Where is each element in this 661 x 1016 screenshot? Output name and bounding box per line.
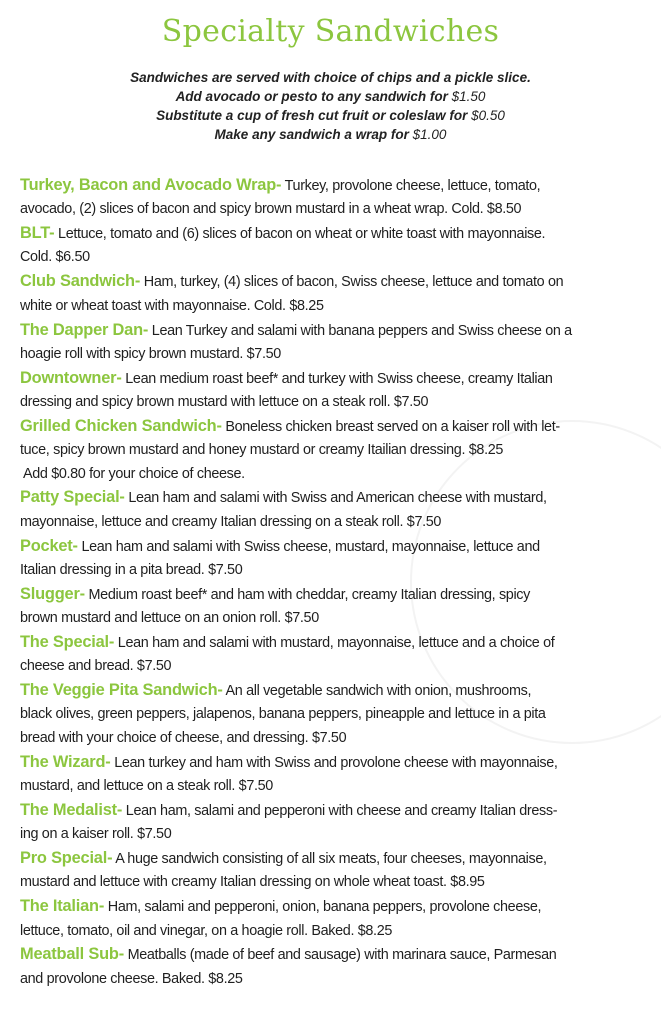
item-description: Meatballs (made of beef and sausage) with marinara sauce, Parmesan bbox=[123, 947, 557, 964]
item-name: Downtowner- bbox=[20, 368, 122, 387]
menu-item-pro-special bbox=[20, 847, 642, 895]
item-description: Lean ham and salami with mustard, mayonnaise, lettuce and a choice of bbox=[114, 634, 555, 651]
item-description: mustard, and lettuce on a steak roll. $7.50 bbox=[20, 777, 273, 794]
item-description: dressing and spicy brown mustard with lettuce on a steak roll. $7.50 bbox=[20, 394, 429, 411]
item-name: BLT- bbox=[20, 224, 55, 243]
item-description: ing on a kaiser roll. $7.50 bbox=[20, 826, 172, 843]
item-description: Ham, turkey, (4) slices of bacon, Swiss cheese, lettuce and tomato on bbox=[140, 274, 564, 291]
item-description: An all vegetable sandwich with onion, mushrooms, bbox=[222, 683, 532, 700]
item-description: hoagie roll with spicy brown mustard. $7.50 bbox=[20, 345, 281, 362]
sandwich-list bbox=[20, 174, 642, 992]
item-description: tuce, spicy brown mustard and honey mustard or creamy Itailian dressing. $8.25 bbox=[20, 442, 504, 459]
item-description: brown mustard and lettuce on an onion roll. $7.50 bbox=[20, 610, 319, 627]
item-description: cheese and bread. $7.50 bbox=[20, 658, 172, 675]
item-name: Grilled Chicken Sandwich- bbox=[20, 416, 222, 435]
item-name: The Italian- bbox=[20, 897, 105, 916]
item-description: Medium roast beef* and ham with cheddar, creamy Italian dressing, spicy bbox=[84, 586, 530, 603]
item-description: Lean ham and salami with Swiss and American cheese with mustard, bbox=[124, 490, 547, 507]
intro-line-wrap: Make any sandwich a wrap for $1.00 bbox=[214, 127, 447, 142]
item-description: Lean ham, salami and pepperoni with cheese and creamy Italian dress- bbox=[122, 802, 558, 819]
item-description: Italian dressing in a pita bread. $7.50 bbox=[20, 561, 243, 578]
item-description: Cold. $6.50 bbox=[20, 249, 90, 266]
item-name: The Medalist- bbox=[20, 800, 123, 819]
item-description: avocado, (2) slices of bacon and spicy brown mustard in a wheat wrap. Cold. $8.50 bbox=[20, 201, 522, 218]
menu-item-pocket bbox=[20, 535, 642, 583]
item-name: Club Sandwich- bbox=[20, 272, 141, 291]
menu-item-grilled-chicken-sandwich bbox=[20, 415, 642, 486]
item-name: Pocket- bbox=[20, 536, 78, 555]
item-description: Ham, salami and pepperoni, onion, banana peppers, provolone cheese, bbox=[104, 899, 542, 916]
intro-line-substitute: Substitute a cup of fresh cut fruit or coleslaw for $0.50 bbox=[156, 108, 505, 123]
item-description: Turkey, provolone cheese, lettuce, tomato, bbox=[281, 178, 541, 194]
page-title: Specialty Sandwiches bbox=[161, 14, 500, 49]
item-description: mustard and lettuce with creamy Italian dressing on whole wheat toast. $8.95 bbox=[20, 874, 485, 891]
item-note: Add $0.80 for your choice of cheese. bbox=[23, 465, 245, 482]
menu-item-turkey-bacon-avocado-wrap bbox=[20, 174, 642, 222]
item-description: Boneless chicken breast served on a kaiser roll with let- bbox=[221, 418, 560, 435]
item-description: Lean ham and salami with Swiss cheese, mustard, mayonnaise, lettuce and bbox=[77, 538, 540, 555]
item-name: Pro Special- bbox=[20, 849, 113, 868]
menu-item-patty-special bbox=[20, 486, 642, 534]
item-description: and provolone cheese. Baked. $8.25 bbox=[20, 970, 243, 987]
item-description: bread with your choice of cheese, and dressing. $7.50 bbox=[20, 729, 347, 746]
menu-item-the-wizard bbox=[20, 751, 642, 799]
menu-item-veggie-pita-sandwich bbox=[20, 679, 642, 750]
menu-item-downtowner bbox=[20, 367, 642, 415]
item-description: A huge sandwich consisting of all six meats, four cheeses, mayonnaise, bbox=[112, 851, 547, 868]
item-name: The Special- bbox=[20, 632, 115, 651]
menu-item-dapper-dan bbox=[20, 319, 642, 367]
wrap-price: $1.00 bbox=[412, 127, 447, 142]
item-name: The Wizard- bbox=[20, 752, 111, 771]
item-description: white or wheat toast with mayonnaise. Cold. $8.25 bbox=[20, 297, 324, 314]
intro-notes bbox=[0, 68, 661, 144]
menu-item-the-special bbox=[20, 631, 642, 679]
item-description: Lean Turkey and salami with banana peppers and Swiss cheese on a bbox=[148, 322, 572, 339]
menu-item-the-medalist bbox=[20, 799, 642, 847]
item-name: The Veggie Pita Sandwich- bbox=[20, 681, 223, 700]
item-name: Patty Special- bbox=[20, 488, 125, 507]
item-description: mayonnaise, lettuce and creamy Italian dressing on a steak roll. $7.50 bbox=[20, 513, 442, 530]
item-description: Lean turkey and ham with Swiss and provolone cheese with mayonnaise, bbox=[110, 754, 558, 771]
item-name: Meatball Sub- bbox=[20, 945, 124, 964]
item-name: The Dapper Dan- bbox=[20, 320, 149, 339]
menu-item-meatball-sub bbox=[20, 943, 642, 991]
item-description: Lean medium roast beef* and turkey with Swiss cheese, creamy Italian bbox=[121, 370, 553, 387]
menu-item-slugger bbox=[20, 583, 642, 631]
item-description: black olives, green peppers, jalapenos, banana peppers, pineapple and lettuce in a pita bbox=[20, 706, 546, 723]
menu-item-the-italian bbox=[20, 895, 642, 943]
menu-item-club-sandwich bbox=[20, 270, 642, 318]
item-description: Lettuce, tomato and (6) slices of bacon on wheat or white toast with mayonnaise. bbox=[54, 226, 546, 243]
substitute-price: $0.50 bbox=[471, 108, 505, 123]
intro-line-avocado: Add avocado or pesto to any sandwich for $1.50 bbox=[175, 89, 486, 104]
avocado-price: $1.50 bbox=[451, 89, 486, 104]
item-description: lettuce, tomato, oil and vinegar, on a hoagie roll. Baked. $8.25 bbox=[20, 922, 393, 939]
item-name: Turkey, Bacon and Avocado Wrap- bbox=[20, 176, 282, 194]
item-name: Slugger- bbox=[20, 584, 85, 603]
menu-item-blt bbox=[20, 222, 642, 270]
intro-line-chips: Sandwiches are served with choice of chips and a pickle slice. bbox=[130, 70, 531, 85]
